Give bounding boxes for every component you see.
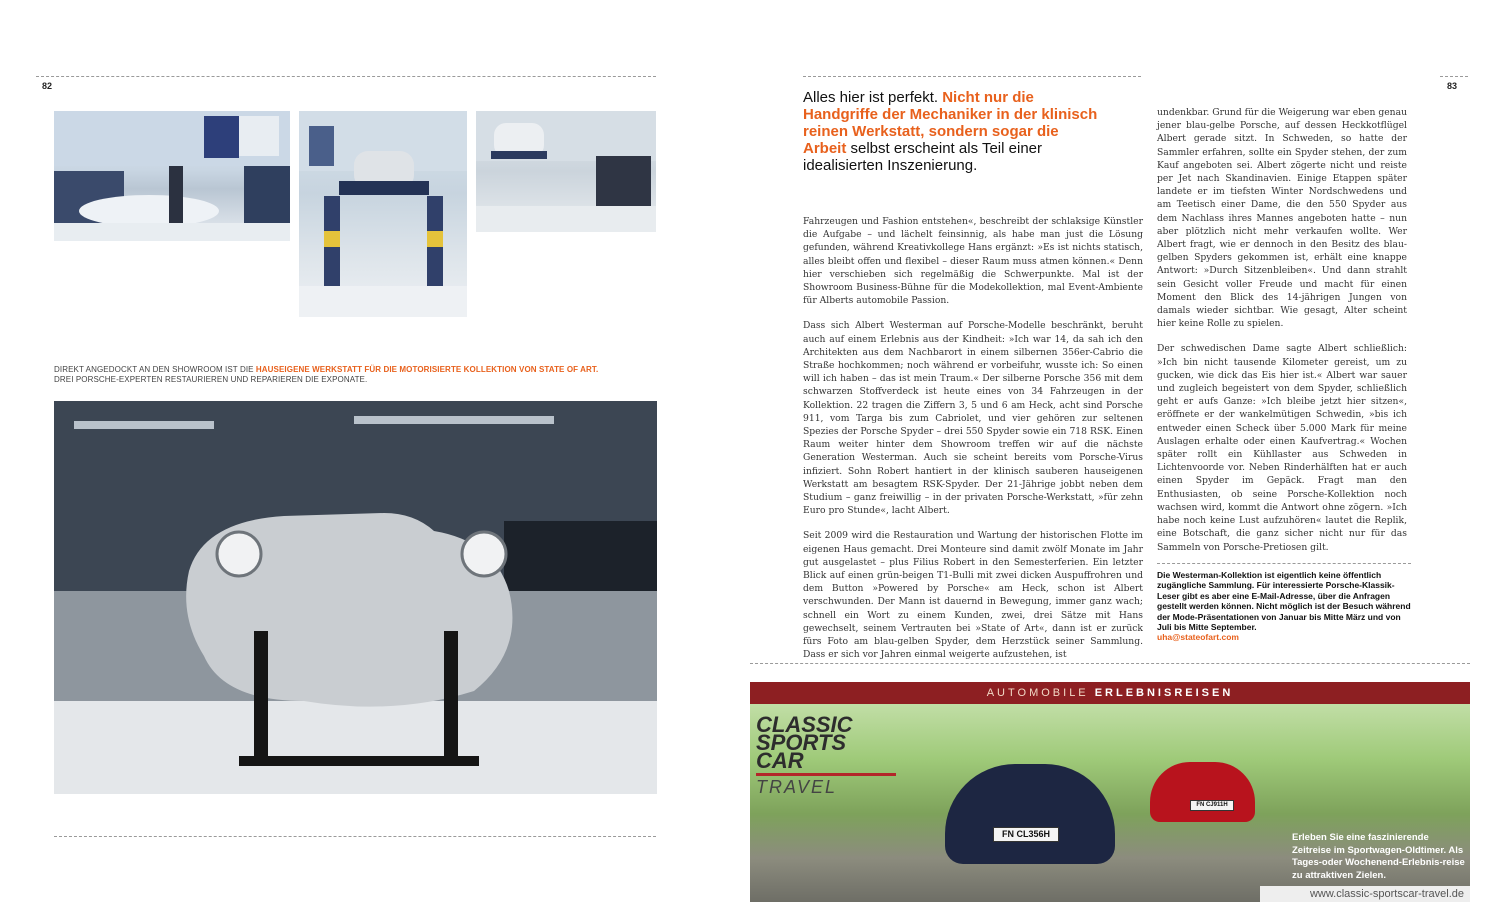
caption-highlight: HAUSEIGENE WERKSTATT FÜR DIE MOTORISIERTE KOLLEKTION VON STATE OF ART. (255, 365, 599, 374)
logo-line: CAR (756, 748, 804, 773)
blue-porsche-356 (945, 764, 1115, 864)
ad-top-rule (750, 663, 1470, 664)
page-number-left: 82 (42, 81, 53, 91)
ad-band-light: AUTOMOBILE (986, 687, 1095, 699)
logo-line: SPORTS (756, 730, 847, 755)
spyder-scene (54, 401, 657, 794)
ad-website-link[interactable]: www.classic-sportscar-travel.de (1260, 886, 1470, 902)
article-paragraph: Seit 2009 wird die Restauration und Wartung der historischen Flotte im eigenen Haus gemacht. Drei Monteure sind damit zwölf Monate im Jahr gut ausgelastet – plus Filius Robert in den Semesterferien. Ein letzter Blick auf einen grün-beigen T1-Bulli mit zwei dicken Auspuffrohren und dem Button »Powered by Porsche« am Heck, schon ist Albert verschwunden. Der Mann ist dauernd in Bewegung, immer ganz wach; schnell ein Wort zu einem Kunden, zwei, drei Sätze mit Hans gewechselt, seinem Vertrauten bei »State of Art«, dann ist er zurück fürs Foto am blau-gelben Spyder, dem Herzstück seiner Sammlung. Dass er sich vor Jahren einmal weigerte aufzustehen, ist (803, 530, 1143, 661)
spyder-chassis-photo (54, 401, 657, 794)
contact-email-link[interactable]: uha@stateofart.com (1157, 632, 1239, 643)
workshop-photo-2 (299, 111, 467, 317)
license-plate-rear: FN CJ911H (1190, 800, 1234, 811)
travel-advertisement[interactable] (750, 682, 1470, 902)
info-text: Die Westerman-Kollektion ist eigentlich keine öffentlich zugängliche Sammlung. Für interessierte Porsche-Klassik-Leser gibt es aber eine E-Mail-Adresse, über die Anfragen gestellt werden können. Nicht möglich ist der Besuch während der Mode-Präsentationen von Januar bis Mitte März und von Juli bis Mitte September. (1157, 570, 1411, 633)
article-column-1 (803, 215, 1143, 674)
page-number-right: 83 (1447, 81, 1458, 91)
classic-sports-car-travel-logo (756, 712, 906, 797)
top-rule-left (36, 76, 656, 77)
article-paragraph: Dass sich Albert Westerman auf Porsche-Modelle beschränkt, beruht auch auf einem Erlebnis aus der Kindheit: »Ich war 14, da sah ich den Architekten aus dem Nachbarort in einem silbernen 356er-Cabrio die Straße hochkommen; noch während er vorbeifuhr, wusste ich: So einen will ich haben – das ist mein Traum.« Der silberne Porsche 356 mit dem schwarzen Stoffverdeck ist heute eines von 34 Fahrzeugen in der Kollektion. 22 tragen die Ziffern 3, 5 und 6 am Heck, acht sind Porsche 911, vom Targa bis zum Cabriolet, und vier gehören zur seltenen Spezies der Porsche Spyder – drei 550 Spyder sowie ein 718 RSK. Einen Raum weiter hinter dem Showroom treffen wir auf die nächste Generation Westerman. Auch sie scheint bereits vom Porsche-Virus infiziert. Sohn Robert hantiert in der klinisch sauberen hauseigenen Werkstatt am besagtem RSK-Spyder. Der 21-Jährige jobbt neben dem Studium – ganz freiwillig – in der privaten Porsche-Werkstatt, »für zehn Euro pro Stunde«, lacht Albert. (803, 320, 1143, 517)
photo-caption (54, 365, 654, 385)
caption-tail: DREI PORSCHE-EXPERTEN RESTAURIEREN UND REPARIEREN DIE EXPONATE. (54, 375, 368, 384)
workshop-photo-3 (476, 111, 656, 232)
pull-quote (803, 89, 1103, 174)
license-plate-front: FN CL356H (993, 827, 1059, 842)
workshop-photo-1 (54, 111, 290, 241)
workshop-scene-3 (476, 111, 656, 232)
article-column-2 (1157, 106, 1407, 566)
article-paragraph: undenkbar. Grund für die Weigerung war eben genau jener blau-gelbe Porsche, auf dessen Heckkotflügel Albert gerade sitzt. In Schweden, so hatte der Sammler erfahren, sollte ein Spyder stehen, der zum Kauf angeboten sei. Albert zögerte nicht und reiste per Jet nach Skandinavien. Einige Etappen später landete er im tiefsten Winter Nordschwedens und am Teetisch einer Dame, die den 550 Spyder aus dem Nachlass ihres Mannes angeboten hatte – nun aber plötzlich nicht mehr verkaufen wollte. Wer Albert fragt, wie er dennoch in den Besitz des blau-gelben Spyders gekommen ist, erhält eine knappe Antwort: »Durch Sitzenbleiben«. Und dann strahlt sein Gesicht voller Freude und macht für einen Moment den Blick des 14-jährigen Jungen von damals wieder sichtbar. Wie gesagt, Alter scheint hier keine Rolle zu spielen. (1157, 107, 1407, 330)
bottom-rule-left (54, 836, 656, 837)
logo-line: CLASSIC (756, 712, 853, 737)
ad-slogan: Erleben Sie eine faszinierende Zeitreise im Sportwagen-Oldtimer. Als Tages-oder Wochenend-Erlebnis-reise zu attraktiven Zielen. (1292, 832, 1465, 881)
red-porsche-911 (1150, 762, 1255, 822)
pull-quote-highlight: Nicht nur die Handgriffe der Mechaniker in der klinisch reinen Werkstatt, sondern sogar die Arbeit (803, 89, 1098, 157)
ad-band-bold: ERLEBNISREISEN (1094, 687, 1234, 699)
infobox-rule (1157, 563, 1411, 564)
logo-line: TRAVEL (756, 777, 838, 797)
workshop-scene-1 (54, 111, 290, 241)
article-paragraph: Der schwedischen Dame sagte Albert schließlich: »Ich bin nicht tausende Kilometer gereist, um zu gucken, wie dick das Eis hier ist.« Albert war sauer und zugleich begeistert von dem Spyder, schließlich geht er aufs Ganze: »Ich bleibe jetzt hier sitzen«, eröffnete er der wankelmütigen Schwedin, »bis ich entweder einen Scheck über 5.000 Mark für meine Auslagen erhalte oder einen Kaufvertrag.« Wochen später rollt ein Kühllaster aus Schweden in Lichtenvoorde vor. Neben Rinderhälften hat er auch einen Spyder im Gepäck. Fragt man den Enthusiasten, ob seine Porsche-Kollektion noch wachsen wird, kommt die Antwort ohne zögern. »Ich habe noch keine Lust aufzuhören« lautet die Replik, eine Botschaft, die ganz sicher nicht nur für das Sammeln von Porsche-Pretiosen gilt. (1157, 343, 1407, 553)
info-box (1157, 570, 1417, 643)
ad-header-band (750, 682, 1470, 704)
pull-quote-lead: Alles hier ist perfekt. (803, 89, 943, 106)
workshop-scene-2 (299, 111, 467, 317)
logo-accent-bar (756, 773, 896, 776)
top-rule-right-side (1440, 76, 1468, 77)
top-rule-right-main (803, 76, 1141, 77)
caption-lead: DIREKT ANGEDOCKT AN DEN SHOWROOM IST DIE (54, 365, 256, 374)
article-paragraph: Fahrzeugen und Fashion entstehen«, beschreibt der schlaksige Künstler die Aufgabe – und lächelt feinsinnig, als habe man just die Lösung gefunden, während Kreativkollege Hans ergänzt: »Es ist nichts statisch, alles bleibt offen und flexibel – dieser Raum muss atmen können.« Denn hier verschieben sich regelmäßig die Schwerpunkte. Mal ist der Showroom Business-Bühne für die Modekollektion, mal Event-Ambiente für Alberts automobile Passion. (803, 216, 1143, 307)
pull-quote-tail: selbst erscheint als Teil einer idealisierten Inszenierung. (803, 140, 1042, 174)
